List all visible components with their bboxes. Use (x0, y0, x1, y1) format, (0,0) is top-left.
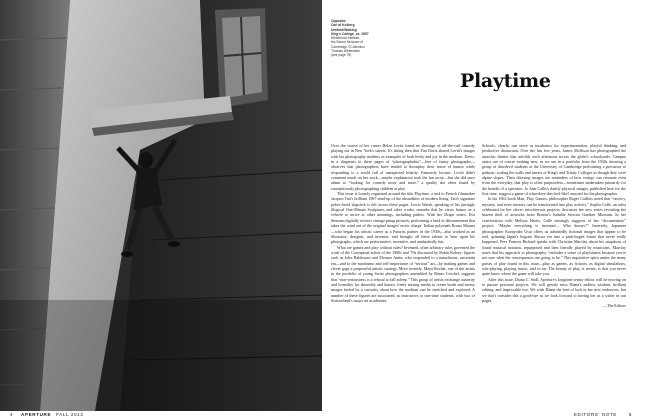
body-paragraph: In his 1962 book Man, Play, Games, philosopher Roger Caillois noted that “secrecy, mystery, and even travesty can be transformed into play activity.” Sophie Calle, an artist celebrated for her clever, mischievous projects, discusses her new series revisiting the brazen theft of artworks from Boston's Isabella Stewart Gardner Museum. In her conversation with Melissa Harris, Calle teasingly suggests of her “documentary” project: “Maybe everything is invented.... Who knows?” Inversely, Japanese photographer Kazuyoshi Usui offers us admittedly fictional images that appear to be real, spinning Japan's bygone Showa era into a pink-tinged future that never really happened. Peer Frances Richard speaks with Christian Marclay about his snapshots of found musical notation, repurposed and then literally played by musicians. Marclay notes that his approach to photography “includes a sense of playfulness because you're not sure what the consequences are going to be.” This inquisitive spirit unites the many guises of play found in this issue—play as games, as fictions, as digital simulations, role-playing, playing music, and so on. The beauty of play, it seems, is that you never quite know where the game will take you. (482, 196, 626, 277)
cover-photograph (0, 0, 322, 411)
right-folio (574, 412, 632, 417)
caption-work-title: King's College, ca. 1957 (331, 31, 369, 36)
article-title: Playtime (460, 70, 551, 92)
caption-line: Cambridge ©Collection (331, 44, 365, 49)
issue-label: FALL 2013 (56, 412, 84, 417)
photo-caption (331, 19, 391, 58)
left-page-number: 4 (10, 412, 14, 417)
body-paragraph: This issue is loosely organized around the title Playtime, a nod to French filmmaker Jacques Tati's brilliant 1967 send-up of the absurdities of modern living. Tati's signature poker-faced slapstick is felt across these pages. Lewis Warsh, speaking of his jarringly illogical One-Minute Sculptures and other works, remarks that he views humor as a vehicle to arrive at other meanings, including pathos. With her Drape series, Eva Stenram digitally rewires vintage pinup pictures, performing a kind of détournement that takes the wind out of the original images' erotic charge. Italian polymath Bruno Munari—who began his artistic career as a Futurist painter in the 1930s—also worked as an illustrator, designer, and inventor, and brought all these talents to bear upon his photographs, which are performative, inventive, and unabashedly fun. (331, 191, 475, 245)
caption-line: the Blount Museum of (331, 40, 364, 45)
section-label: EDITORS' NOTE (573, 412, 617, 417)
caption-line: Whitehead Institute, (331, 36, 361, 41)
body-column-1 (331, 143, 475, 303)
editors-signature: —The Editors (602, 303, 626, 309)
body-column-2 (482, 143, 626, 309)
body-paragraph: What are games and play without rules? Invented, often arbitrary rules governed the work of the Conceptual artists of the 1960s and '70s discussed by Robin Kelsey: figures such as John Baldessari and Eleanor Antin, who responded to a tumultuous, uncertain era—and to the machismo and self-importance of “serious” art—by making games and clever gags a purposeful artistic strategy. More recently, Maya Rochat, one of the artists in the portfolio of young Swiss photographers assembled by Bruno Ceschel, suggests that “non-seriousness is a refusal to fall asleep.” This group of artists exchange austerity and formality for absurdity and humor, freely mixing media to create brash and messy images fueled by a curiosity about how the medium can be stretched and explored. A number of these figures are associated, as instructors or one-time students, with two of Switzerland's major art academies. (331, 244, 475, 303)
caption-line: (see page 75) (331, 53, 352, 58)
photograph-image (0, 0, 322, 411)
body-paragraph: After this issue, Diana C. Stoll, Aperture's longtime senior editor, will be moving on to pursue personal projects. We will greatly miss Diana's endless wisdom, brilliant editing, and impeccable eye. We wish Diana the best of luck in her new endeavors, but we don't consider this a good-bye as we look forward to having her as a writer in our pages. (482, 276, 626, 303)
right-page-number: 5 (628, 412, 632, 417)
caption-author: Carl af Kolberg (331, 23, 355, 28)
caption-heading: Opposite: (331, 19, 347, 23)
left-folio (10, 412, 83, 417)
caption-year-label: Untitled/Walking (331, 27, 357, 32)
body-paragraph: Over the course of her career Helen Levitt found no shortage of off-the-cuff comedy playing out in New York's streets. It's fitting then that Tim Davis shared Levitt's images with his photography students as examples of both levity and joy in the medium. Davis, in a diagnosis in these pages of “photographobia”—fear of funny photographs—observes that photographers have tended to downplay their sense of humor while responding to a world full of unexpected hilarity. Famously laconic, Levitt didn't comment much on her work—maybe explanation took the fun away—but she did once admit to “looking for comedy more and more,” a quality she often found by surreptitiously photographing children at play. (331, 143, 475, 191)
body-paragraph: Schools, clearly, can serve as incubators for experimentation, playful thinking, and productive distraction. Over the last few years, James Mollison has photographed the anarchic theater that unfolds each afternoon across the globe's schoolyards. Campus antics are of course nothing new, as we see in a portfolio from the 1930s showing a group of daredevil students at the University of Cambridge performing a precursor to parkour: scaling the walls and turrets of King's and Trinity Colleges as though they were alpine slopes. Their dizzying images are reminders of how vertigo can resonate even from the everyday, that play is often purposeless—sometimes undertaken primarily for the benefit of a spectator. Jo Ann Callis's darkly physical images, published here for the first time, suggest a game of what-does-this-feel-like? enacted for the photographer. (482, 143, 626, 197)
caption-line: Thomas Whitewater (331, 49, 361, 54)
magazine-name: APERTURE (21, 412, 52, 417)
